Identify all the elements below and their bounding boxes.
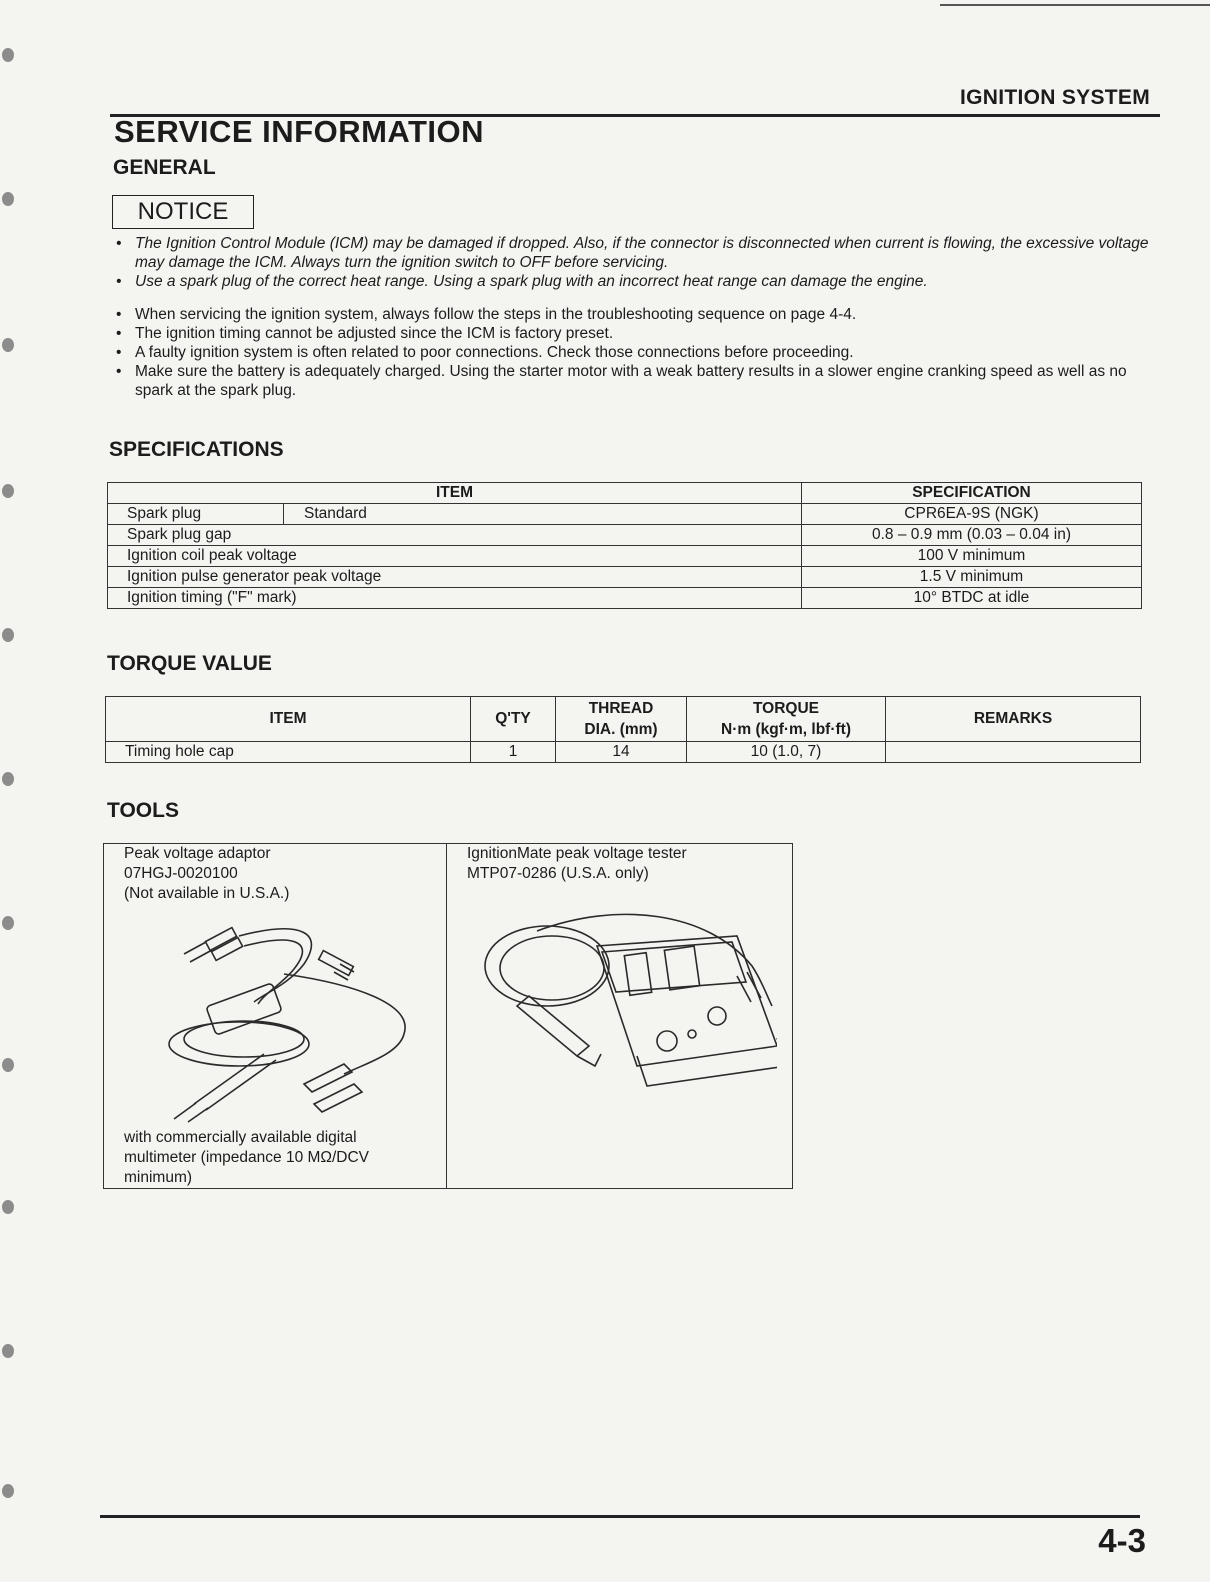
notice-label: NOTICE — [112, 195, 254, 229]
torque-value: 10 (1.0, 7) — [687, 742, 886, 763]
table-row — [104, 844, 793, 1189]
tools-heading: TOOLS — [107, 799, 179, 822]
tool-part-number: MTP07-0286 (U.S.A. only) — [467, 865, 649, 882]
tool-part-number: 07HGJ-0020100 — [124, 865, 238, 882]
col-header-remarks: REMARKS — [886, 697, 1141, 742]
spec-value: CPR6EA-9S (NGK) — [801, 504, 1141, 525]
binder-hole — [2, 192, 14, 206]
tool-tester-text — [467, 844, 687, 884]
notice-item: • Use a spark plug of the correct heat range. Using a spark plug with an incorrect heat range can damage the engine. — [114, 272, 1154, 291]
peak-voltage-tester-illustration — [477, 906, 777, 1106]
general-item: • The ignition timing cannot be adjusted since the ICM is factory preset. — [114, 324, 1154, 343]
binder-hole — [2, 628, 14, 642]
torque-remarks — [886, 742, 1141, 763]
spec-value: 100 V minimum — [801, 546, 1141, 567]
torque-item: Timing hole cap — [106, 742, 471, 763]
spec-subitem: Standard — [284, 504, 802, 525]
table-row — [108, 525, 1142, 546]
torque-table — [105, 696, 1141, 763]
torque-qty: 1 — [471, 742, 556, 763]
col-header-item: ITEM — [108, 483, 802, 504]
thread-label: THREAD — [588, 700, 654, 717]
notice-list — [114, 234, 1154, 291]
specifications-table — [107, 482, 1142, 609]
torque-unit: N·m (kgf·m, lbf·ft) — [721, 721, 851, 738]
spec-item: Ignition coil peak voltage — [108, 546, 802, 567]
tools-table — [103, 843, 793, 1189]
binder-hole — [2, 48, 14, 62]
col-header-item: ITEM — [106, 697, 471, 742]
general-item: • When servicing the ignition system, always follow the steps in the troubleshooting sequence on page 4-4. — [114, 305, 1154, 324]
tool-footnote-line: minimum) — [124, 1169, 193, 1186]
footer-rule — [100, 1515, 1140, 1518]
scan-edge-line — [940, 4, 1210, 6]
thread-unit: DIA. (mm) — [584, 721, 658, 738]
page-title: SERVICE INFORMATION — [114, 114, 485, 149]
page-number: 4-3 — [1098, 1522, 1146, 1559]
binder-hole — [2, 916, 14, 930]
col-header-specification: SPECIFICATION — [801, 483, 1141, 504]
spec-value: 1.5 V minimum — [801, 567, 1141, 588]
tool-name: IgnitionMate peak voltage tester — [467, 845, 687, 862]
tool-adaptor-footnote — [124, 1128, 369, 1188]
binder-hole — [2, 1344, 14, 1358]
table-row — [108, 567, 1142, 588]
general-item: • Make sure the battery is adequately charged. Using the starter motor with a weak battery results in a slower engine cranking speed as well as no spark at the spark plug. — [114, 362, 1154, 400]
tool-adaptor-text — [124, 844, 289, 904]
spec-item: Ignition pulse generator peak voltage — [108, 567, 802, 588]
general-item: • A faulty ignition system is often related to poor connections. Check those connections before proceeding. — [114, 343, 1154, 362]
spec-value: 10° BTDC at idle — [801, 588, 1141, 609]
table-header-row — [108, 483, 1142, 504]
binder-hole — [2, 772, 14, 786]
binder-hole — [2, 1484, 14, 1498]
col-header-thread — [556, 697, 687, 742]
general-list — [114, 305, 1154, 400]
specifications-heading: SPECIFICATIONS — [109, 438, 284, 461]
torque-label: TORQUE — [752, 700, 820, 717]
col-header-qty: Q'TY — [471, 697, 556, 742]
spec-value: 0.8 – 0.9 mm (0.03 – 0.04 in) — [801, 525, 1141, 546]
spec-item: Spark plug — [108, 504, 284, 525]
table-row — [106, 742, 1141, 763]
table-header-row — [106, 697, 1141, 742]
tool-name: Peak voltage adaptor — [124, 845, 271, 862]
torque-thread: 14 — [556, 742, 687, 763]
tool-cell-tester — [447, 844, 793, 1189]
notice-item: • The Ignition Control Module (ICM) may be damaged if dropped. Also, if the connector is disconnected when current is flowing, the excessive voltage may damage the ICM. Always turn the ignition switch to OFF before servicing. — [114, 234, 1154, 272]
general-heading: GENERAL — [113, 156, 216, 179]
spec-item: Ignition timing ("F" mark) — [108, 588, 802, 609]
tool-note: (Not available in U.S.A.) — [124, 885, 290, 902]
binder-hole — [2, 1058, 14, 1072]
binder-hole — [2, 484, 14, 498]
spec-item: Spark plug gap — [108, 525, 802, 546]
binder-hole — [2, 1200, 14, 1214]
section-header: IGNITION SYSTEM — [959, 86, 1150, 109]
tool-footnote-line: multimeter (impedance 10 MΩ/DCV — [124, 1149, 370, 1166]
tool-footnote-line: with commercially available digital — [124, 1129, 357, 1146]
col-header-torque — [687, 697, 886, 742]
table-row — [108, 504, 1142, 525]
tool-cell-adaptor — [104, 844, 447, 1189]
torque-heading: TORQUE VALUE — [107, 652, 272, 675]
table-row — [108, 588, 1142, 609]
table-row — [108, 546, 1142, 567]
binder-hole — [2, 338, 14, 352]
peak-voltage-adaptor-illustration — [154, 914, 434, 1124]
